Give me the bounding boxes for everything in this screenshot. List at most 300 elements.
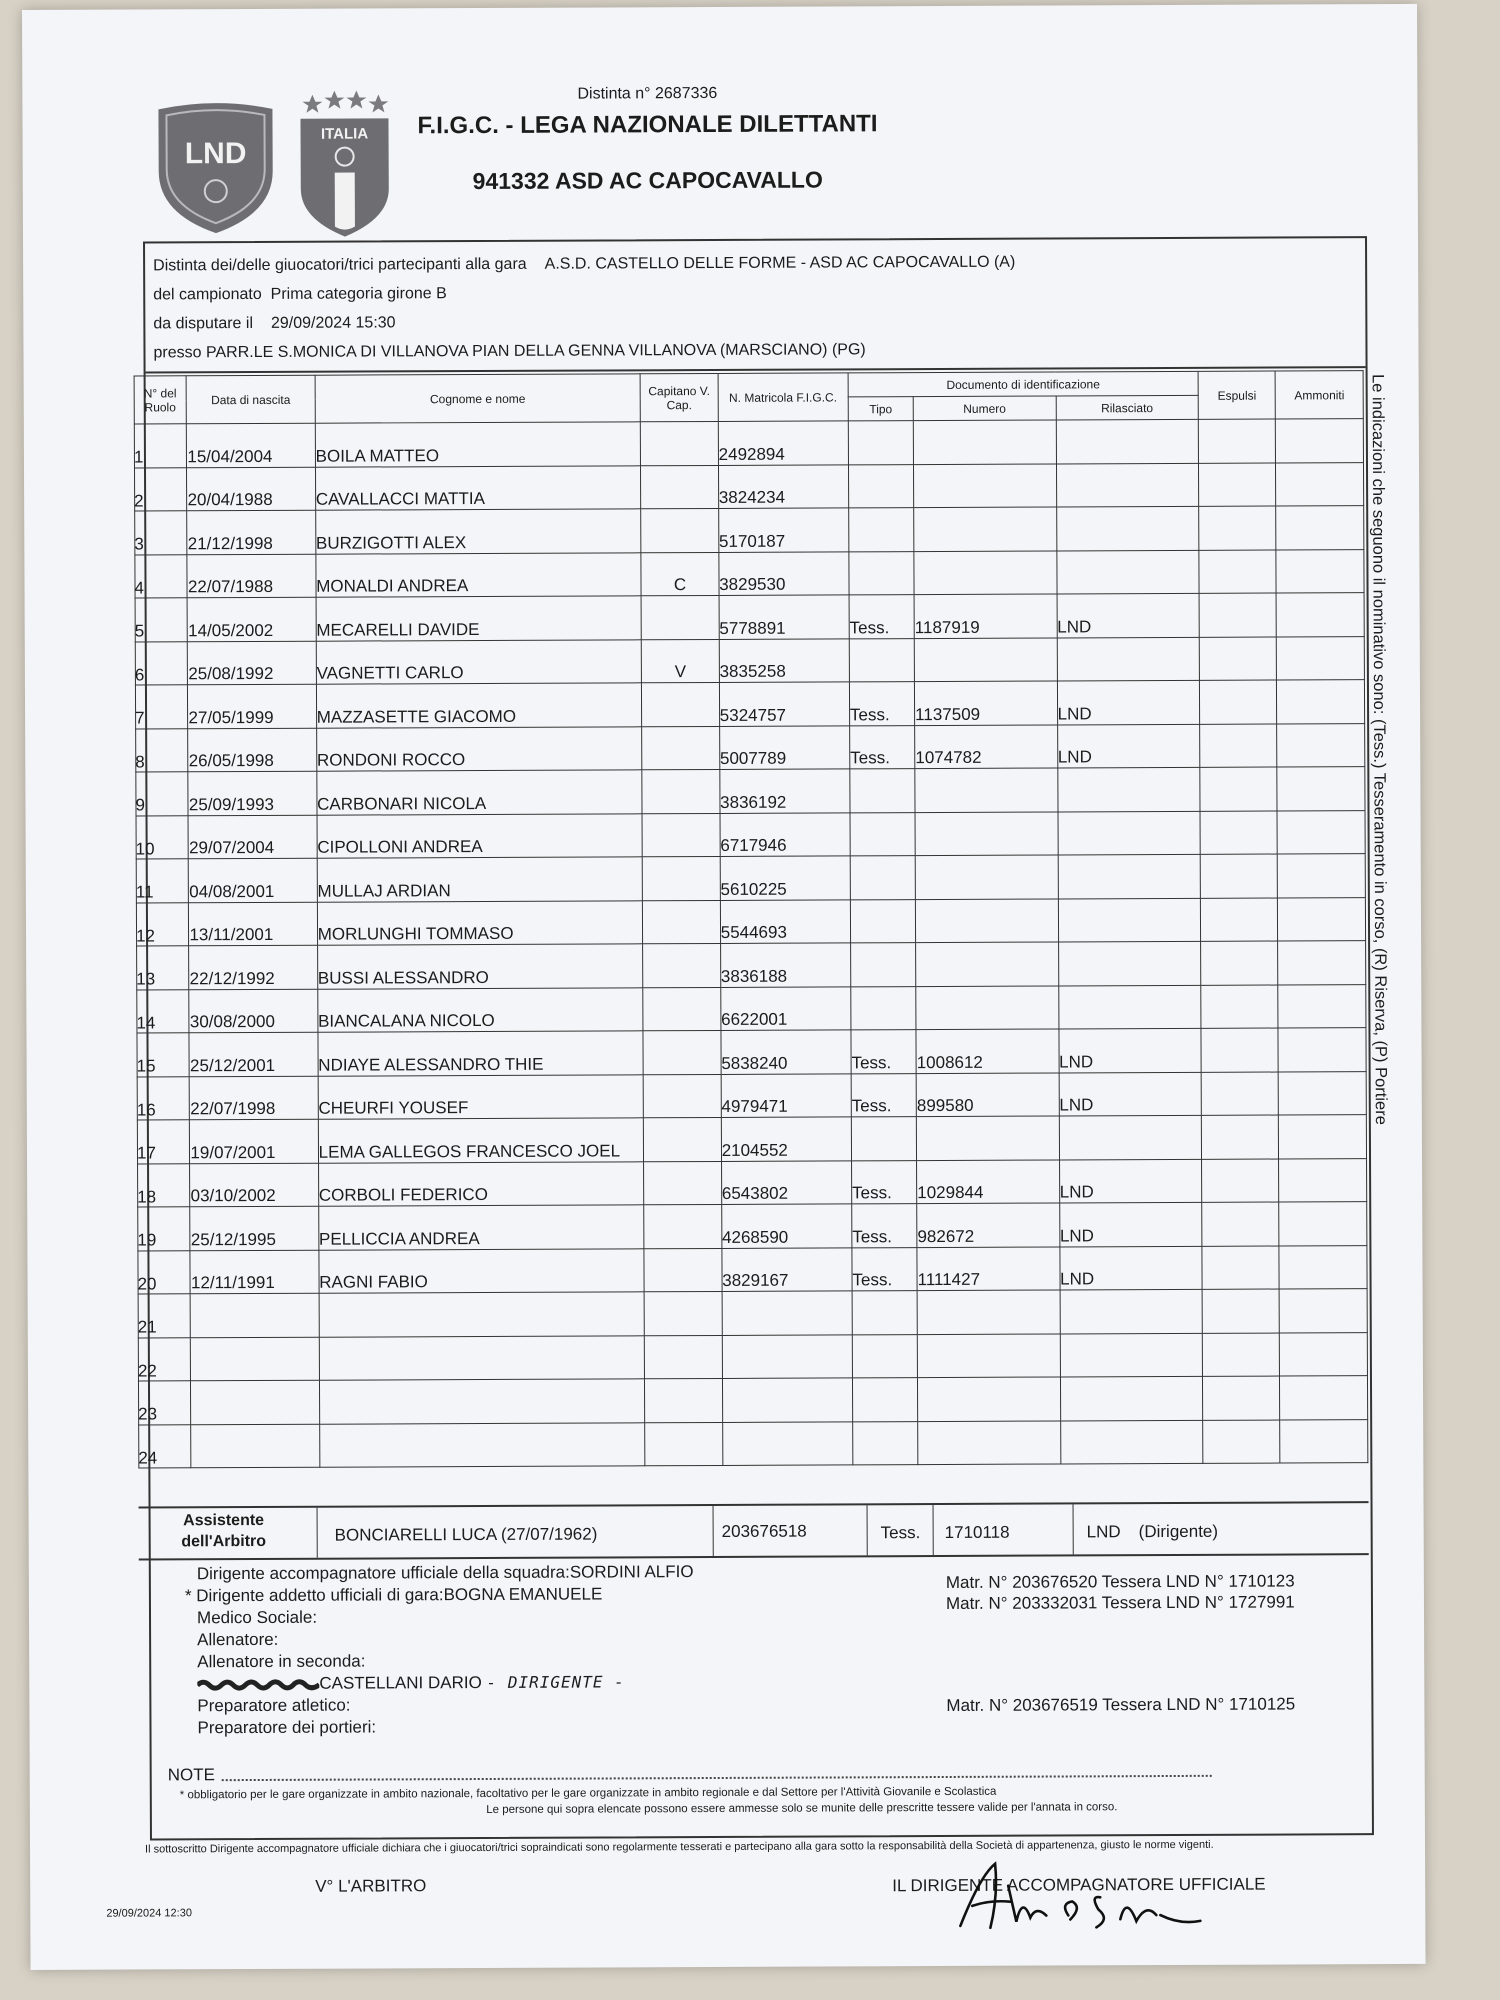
doc-tipo xyxy=(849,551,914,595)
doc-numero: 1111427 xyxy=(917,1246,1060,1290)
captain-mark xyxy=(642,813,720,857)
birth-date: 15/04/2004 xyxy=(187,423,315,467)
captain-mark xyxy=(642,682,720,726)
ammoniti-cell xyxy=(1279,1158,1367,1202)
col-matricola: N. Matricola F.I.G.C. xyxy=(718,373,848,422)
table-row xyxy=(137,1115,1367,1164)
doc-tipo xyxy=(851,986,916,1030)
captain-mark xyxy=(645,1422,723,1466)
scribbled-out-label xyxy=(197,1678,319,1691)
captain-mark xyxy=(643,856,721,900)
ammoniti-cell xyxy=(1280,1419,1368,1463)
birth-date: 19/07/2001 xyxy=(190,1119,318,1163)
table-row xyxy=(134,419,1364,468)
italia-logo-text: ITALIA xyxy=(320,125,369,143)
table-row xyxy=(135,636,1365,685)
ruolo-cell xyxy=(138,1337,191,1381)
doc-tipo xyxy=(848,421,913,465)
captain-mark xyxy=(641,595,719,639)
massaggiatore-name: CASTELLANI DARIO xyxy=(319,1673,482,1693)
ruolo-cell xyxy=(138,1381,191,1425)
ammoniti-cell xyxy=(1279,1071,1367,1115)
matricola xyxy=(722,1334,852,1378)
doc-tipo xyxy=(850,769,915,813)
doc-rilasciato xyxy=(1059,1115,1202,1159)
assistant-matricola: 203676518 xyxy=(721,1521,807,1541)
table-row xyxy=(137,1071,1367,1120)
espulsi-cell xyxy=(1201,1028,1279,1072)
col-nascita: Data di nascita xyxy=(187,375,315,424)
assistant-label-1: Assistente xyxy=(183,1511,265,1530)
matricola: 3829167 xyxy=(722,1247,852,1291)
captain-mark xyxy=(641,465,719,509)
footnote-tessere: Le persone qui sopra elencate possono essere ammesse solo se munite delle prescritte tessere valide per l'annata in corso. xyxy=(486,1801,1118,1816)
player-name xyxy=(319,1379,645,1424)
ruolo-cell xyxy=(135,598,188,642)
player-name xyxy=(319,1422,645,1467)
ammoniti-cell xyxy=(1279,1202,1367,1246)
matricola: 3824234 xyxy=(718,464,848,508)
doc-rilasciato: LND xyxy=(1057,724,1200,768)
doc-tipo: Tess. xyxy=(849,595,914,639)
birth-date: 22/12/1992 xyxy=(189,945,317,989)
matricola xyxy=(722,1291,852,1335)
matr-3: Matr. N° 203676519 Tessera LND N° 1710125 xyxy=(946,1694,1296,1715)
ammoniti-cell xyxy=(1276,549,1364,593)
matricola: 2104552 xyxy=(721,1117,851,1161)
doc-rilasciato xyxy=(1060,1376,1203,1420)
table-row xyxy=(138,1419,1368,1468)
dirigente-add-label: * Dirigente addetto ufficiali di gara: xyxy=(184,1585,444,1606)
ammoniti-cell xyxy=(1278,897,1366,941)
player-name: MECARELLI DAVIDE xyxy=(316,596,642,641)
ruolo-cell xyxy=(136,815,189,859)
ruolo-cell xyxy=(134,554,187,598)
matr-2: Matr. N° 203332031 Tessera LND N° 1727991 xyxy=(945,1592,1295,1613)
doc-numero xyxy=(914,550,1057,594)
doc-rilasciato xyxy=(1057,767,1200,811)
doc-tipo xyxy=(849,638,914,682)
captain-mark xyxy=(642,769,720,813)
doc-rilasciato: LND xyxy=(1059,1202,1202,1246)
captain-mark xyxy=(644,1291,722,1335)
ruolo-cell xyxy=(134,467,187,511)
table-row xyxy=(138,1376,1368,1425)
doc-rilasciato: LND xyxy=(1059,1159,1202,1203)
captain-mark xyxy=(641,508,719,552)
player-name: CORBOLI FEDERICO xyxy=(318,1161,644,1206)
espulsi-cell xyxy=(1200,767,1278,811)
table-row xyxy=(136,941,1366,990)
doc-rilasciato xyxy=(1056,550,1199,594)
ammoniti-cell xyxy=(1279,1245,1367,1289)
staff-matricole xyxy=(946,1570,1295,1614)
doc-tipo xyxy=(851,1117,916,1161)
ruolo-cell xyxy=(136,902,189,946)
birth-date: 14/05/2002 xyxy=(187,597,315,641)
footnote-obbligatorio: * obbligatorio per le gare organizzate in ambito nazionale, facoltativo per le gare organizzate in ambito regionale e dal Settore per l'Attività Giovanile e Scolastica xyxy=(179,1785,997,1802)
birth-date: 25/09/1993 xyxy=(188,771,316,815)
captain-mark xyxy=(643,1074,721,1118)
ruolo-cell xyxy=(135,772,188,816)
ammoniti-cell xyxy=(1280,1332,1368,1376)
dirigente-label: IL DIRIGENTE ACCOMPAGNATORE UFFICIALE xyxy=(892,1874,1266,1896)
note-label: NOTE xyxy=(167,1765,215,1785)
doc-numero xyxy=(915,855,1058,899)
player-name: CHEURFI YOUSEF xyxy=(318,1074,644,1119)
birth-date: 13/11/2001 xyxy=(189,902,317,946)
date-label: da disputare il xyxy=(153,314,254,333)
player-name: NDIAYE ALESSANDRO THIE xyxy=(318,1031,644,1076)
allenatore-seconda-label: Allenatore in seconda: xyxy=(197,1651,366,1672)
assistant-label xyxy=(159,1510,289,1553)
birth-date: 29/07/2004 xyxy=(188,815,316,859)
assistant-referee-row xyxy=(139,1501,1369,1560)
doc-rilasciato xyxy=(1060,1420,1203,1464)
ammoniti-cell xyxy=(1278,1028,1366,1072)
dirigente-acc-label: Dirigente accompagnatore ufficiale della squadra: xyxy=(196,1562,570,1584)
espulsi-cell xyxy=(1199,680,1277,724)
preparatore-label: Preparatore atletico: xyxy=(197,1695,351,1716)
espulsi-cell xyxy=(1199,463,1277,507)
ammoniti-cell xyxy=(1277,636,1365,680)
birth-date: 25/12/1995 xyxy=(190,1206,318,1250)
doc-rilasciato xyxy=(1058,941,1201,985)
captain-mark xyxy=(642,726,720,770)
table-row xyxy=(134,549,1364,598)
team-title: 941332 ASD AC CAPOCAVALLO xyxy=(472,166,823,195)
assistant-tipo: Tess. xyxy=(880,1523,921,1543)
player-name: MULLAJ ARDIAN xyxy=(317,857,643,902)
col-ruolo: N° del Ruolo xyxy=(134,376,187,424)
doc-numero: 1187919 xyxy=(914,594,1057,638)
table-row xyxy=(137,1202,1367,1251)
ammoniti-cell xyxy=(1279,1289,1367,1333)
doc-rilasciato xyxy=(1058,854,1201,898)
doc-tipo xyxy=(853,1421,918,1465)
doc-numero xyxy=(914,463,1057,507)
doc-numero xyxy=(917,1333,1060,1377)
player-name: BOILA MATTEO xyxy=(315,422,641,467)
doc-rilasciato: LND xyxy=(1057,593,1200,637)
espulsi-cell xyxy=(1201,1072,1279,1116)
doc-tipo xyxy=(852,1334,917,1378)
matricola: 6717946 xyxy=(720,812,850,856)
col-capitano: Capitano V. Cap. xyxy=(640,373,718,421)
espulsi-cell xyxy=(1202,1202,1280,1246)
captain-mark xyxy=(644,1248,722,1292)
birth-date xyxy=(191,1424,319,1468)
ruolo-cell xyxy=(138,1424,191,1468)
doc-numero: 1137509 xyxy=(915,681,1058,725)
matricola: 5544693 xyxy=(720,899,850,943)
assistant-rilasciato: LND xyxy=(1086,1522,1121,1542)
captain-mark xyxy=(645,1378,723,1422)
table-row xyxy=(135,767,1365,816)
disclaimer: Il sottoscritto Dirigente accompagnatore ufficiale dichiara che i giuocatori/trici sopraindicati sono regolarmente tesserati e partecipano alla gara sotto la responsabilità della Società di appartenenza, giusto le norme vigenti. xyxy=(145,1838,1214,1856)
doc-numero: 982672 xyxy=(917,1203,1060,1247)
captain-mark xyxy=(643,1030,721,1074)
player-name: MONALDI ANDREA xyxy=(316,552,642,597)
matricola: 4979471 xyxy=(721,1073,851,1117)
birth-date: 12/11/1991 xyxy=(190,1250,318,1294)
doc-rilasciato xyxy=(1056,506,1199,550)
championship-value: Prima categoria girone B xyxy=(270,285,447,303)
assistant-label-2: dell'Arbitro xyxy=(181,1532,267,1551)
doc-rilasciato xyxy=(1057,637,1200,681)
matricola: 5324757 xyxy=(719,682,849,726)
espulsi-cell xyxy=(1202,1246,1280,1290)
espulsi-cell xyxy=(1203,1420,1281,1464)
matricola: 6622001 xyxy=(720,986,850,1030)
doc-numero xyxy=(915,898,1058,942)
birth-date: 22/07/1988 xyxy=(187,554,315,598)
distinta-number: Distinta n° 2687336 xyxy=(577,84,718,103)
doc-numero: 1074782 xyxy=(915,724,1058,768)
ruolo-cell xyxy=(135,685,188,729)
espulsi-cell xyxy=(1201,1115,1279,1159)
player-name: RAGNI FABIO xyxy=(319,1248,645,1293)
birth-date xyxy=(191,1293,319,1337)
doc-numero xyxy=(915,811,1058,855)
doc-tipo xyxy=(850,899,915,943)
espulsi-cell xyxy=(1200,811,1278,855)
ammoniti-cell xyxy=(1280,1376,1368,1420)
espulsi-cell xyxy=(1200,854,1278,898)
doc-tipo: Tess. xyxy=(851,1073,916,1117)
matr-1: Matr. N° 203676520 Tessera LND N° 1710123 xyxy=(945,1571,1295,1592)
espulsi-cell xyxy=(1198,419,1276,463)
table-row xyxy=(136,1028,1366,1077)
ruolo-cell xyxy=(136,946,189,990)
doc-rilasciato xyxy=(1058,985,1201,1029)
table-row xyxy=(137,1158,1367,1207)
espulsi-cell xyxy=(1200,724,1278,768)
player-name: CIPOLLONI ANDREA xyxy=(317,813,643,858)
matricola: 5778891 xyxy=(719,595,849,639)
player-name: BURZIGOTTI ALEX xyxy=(315,509,641,554)
doc-rilasciato xyxy=(1060,1333,1203,1377)
federation-title: F.I.G.C. - LEGA NAZIONALE DILETTANTI xyxy=(417,110,878,140)
espulsi-cell xyxy=(1200,898,1278,942)
doc-rilasciato: LND xyxy=(1059,1072,1202,1116)
doc-numero xyxy=(913,420,1056,464)
ammoniti-cell xyxy=(1276,462,1364,506)
staff-list xyxy=(171,1561,694,1739)
date-value: 29/09/2024 15:30 xyxy=(270,314,396,332)
doc-tipo xyxy=(852,1291,917,1335)
ruolo-cell xyxy=(134,511,187,555)
col-documento: Documento di identificazione xyxy=(848,371,1198,397)
ammoniti-cell xyxy=(1277,767,1365,811)
col-nome: Cognome e nome xyxy=(315,374,641,423)
ammoniti-cell xyxy=(1277,680,1365,724)
captain-mark: V xyxy=(642,639,720,683)
ruolo-cell xyxy=(137,1076,190,1120)
doc-rilasciato xyxy=(1056,419,1199,463)
birth-date: 22/07/1998 xyxy=(190,1076,318,1120)
col-espulsi: Espulsi xyxy=(1198,371,1276,419)
espulsi-cell xyxy=(1201,985,1279,1029)
matricola: 5007789 xyxy=(719,725,849,769)
table-row xyxy=(138,1332,1368,1381)
espulsi-cell xyxy=(1202,1333,1280,1377)
lnd-logo-text: LND xyxy=(184,137,247,171)
player-name xyxy=(319,1292,645,1337)
birth-date: 21/12/1998 xyxy=(187,510,315,554)
ammoniti-cell xyxy=(1277,810,1365,854)
captain-mark xyxy=(643,900,721,944)
doc-numero xyxy=(914,637,1057,681)
ruolo-cell xyxy=(137,1163,190,1207)
ammoniti-cell xyxy=(1278,941,1366,985)
doc-tipo: Tess. xyxy=(851,1030,916,1074)
ruolo-cell xyxy=(136,1033,189,1077)
player-name: CAVALLACCI MATTIA xyxy=(315,465,641,510)
doc-tipo xyxy=(849,508,914,552)
match-teams: A.S.D. CASTELLO DELLE FORME - ASD AC CAPOCAVALLO (A) xyxy=(544,253,1016,273)
assistant-numero: 1710118 xyxy=(944,1522,1010,1542)
birth-date xyxy=(191,1337,319,1381)
doc-tipo xyxy=(850,812,915,856)
espulsi-cell xyxy=(1199,550,1277,594)
figc-italia-logo xyxy=(294,88,395,238)
ammoniti-cell xyxy=(1276,593,1364,637)
captain-mark xyxy=(641,421,719,465)
player-name: MORLUNGHI TOMMASO xyxy=(317,900,643,945)
captain-mark xyxy=(643,987,721,1031)
dirigente-acc-name: SORDINI ALFIO xyxy=(569,1562,694,1582)
doc-numero xyxy=(916,985,1059,1029)
table-row xyxy=(135,593,1365,642)
doc-numero xyxy=(917,1290,1060,1334)
ruolo-cell xyxy=(137,1207,190,1251)
matricola xyxy=(722,1421,852,1465)
doc-tipo: Tess. xyxy=(852,1247,917,1291)
ruolo-cell xyxy=(137,1120,190,1164)
espulsi-cell xyxy=(1199,637,1277,681)
ruolo-cell xyxy=(136,859,189,903)
ammoniti-cell xyxy=(1276,419,1364,463)
doc-rilasciato xyxy=(1058,811,1201,855)
ruolo-cell xyxy=(138,1294,191,1338)
espulsi-cell xyxy=(1199,593,1277,637)
birth-date: 27/05/1999 xyxy=(188,684,316,728)
doc-rilasciato: LND xyxy=(1057,680,1200,724)
ruolo-cell xyxy=(135,641,188,685)
doc-tipo xyxy=(851,943,916,987)
venue: presso PARR.LE S.MONICA DI VILLANOVA PIAN DELLA GENNA VILLANOVA (MARSCIANO) (PG) xyxy=(153,341,866,362)
table-row xyxy=(136,984,1366,1033)
matricola: 4268590 xyxy=(721,1204,851,1248)
match-info xyxy=(153,248,1016,368)
doc-tipo: Tess. xyxy=(852,1204,917,1248)
matricola: 5838240 xyxy=(721,1030,851,1074)
col-numero: Numero xyxy=(913,396,1056,421)
handwritten-dirigente: - DIRIGENTE - xyxy=(486,1672,625,1692)
ruolo-cell xyxy=(134,424,187,468)
handwritten-signature xyxy=(950,1855,1210,1946)
table-row xyxy=(135,723,1365,772)
assistant-role: (Dirigente) xyxy=(1138,1521,1219,1542)
table-row xyxy=(134,506,1364,555)
ammoniti-cell xyxy=(1279,1115,1367,1159)
ruolo-cell xyxy=(137,1250,190,1294)
table-row xyxy=(136,897,1366,946)
ammoniti-cell xyxy=(1277,723,1365,767)
championship-label: del campionato xyxy=(153,285,262,304)
allenatore-label: Allenatore: xyxy=(197,1629,279,1650)
birth-date: 20/04/1988 xyxy=(187,467,315,511)
birth-date: 25/12/2001 xyxy=(189,1032,317,1076)
note-line xyxy=(222,1775,1212,1781)
dirigente-add-name: BOGNA EMANUELE xyxy=(443,1584,603,1605)
table-row xyxy=(134,462,1364,511)
birth-date xyxy=(191,1380,319,1424)
table-row xyxy=(136,810,1366,859)
matricola: 3829530 xyxy=(719,551,849,595)
espulsi-cell xyxy=(1199,506,1277,550)
referee-label: V° L'ARBITRO xyxy=(315,1876,427,1896)
player-name: BIANCALANA NICOLO xyxy=(317,987,643,1032)
matricola: 3836192 xyxy=(720,769,850,813)
matricola: 5170187 xyxy=(718,508,848,552)
birth-date: 26/05/1998 xyxy=(188,728,316,772)
doc-numero xyxy=(916,942,1059,986)
doc-numero: 899580 xyxy=(916,1072,1059,1116)
birth-date: 03/10/2002 xyxy=(190,1163,318,1207)
col-ammoniti: Ammoniti xyxy=(1275,371,1363,419)
captain-mark xyxy=(645,1335,723,1379)
match-roster-sheet xyxy=(22,4,1426,1970)
table-row xyxy=(136,854,1366,903)
col-tipo: Tipo xyxy=(848,397,913,421)
espulsi-cell xyxy=(1201,941,1279,985)
player-name: PELLICCIA ANDREA xyxy=(318,1205,644,1250)
medico-label: Medico Sociale: xyxy=(196,1607,318,1628)
table-row xyxy=(137,1245,1367,1294)
player-name: MAZZASETTE GIACOMO xyxy=(316,683,642,728)
doc-rilasciato: LND xyxy=(1059,1246,1202,1290)
ruolo-cell xyxy=(136,989,189,1033)
doc-rilasciato xyxy=(1058,898,1201,942)
doc-numero: 1008612 xyxy=(916,1029,1059,1073)
matricola: 5610225 xyxy=(720,856,850,900)
birth-date: 30/08/2000 xyxy=(189,989,317,1033)
doc-rilasciato xyxy=(1056,463,1199,507)
ammoniti-cell xyxy=(1278,984,1366,1028)
doc-numero xyxy=(918,1377,1061,1421)
matricola: 2492894 xyxy=(718,421,848,465)
espulsi-cell xyxy=(1202,1159,1280,1203)
doc-tipo xyxy=(852,1378,917,1422)
captain-mark: C xyxy=(641,552,719,596)
match-label: Distinta dei/delle giuocatori/trici partecipanti alla gara xyxy=(153,255,527,275)
preparatore-portieri-label: Preparatore dei portieri: xyxy=(197,1717,377,1738)
matricola: 6543802 xyxy=(721,1160,851,1204)
doc-numero xyxy=(916,1116,1059,1160)
player-name: VAGNETTI CARLO xyxy=(316,639,642,684)
doc-tipo: Tess. xyxy=(851,1160,916,1204)
ruolo-cell xyxy=(135,728,188,772)
ammoniti-cell xyxy=(1278,854,1366,898)
doc-tipo xyxy=(850,856,915,900)
captain-mark xyxy=(644,1117,722,1161)
espulsi-cell xyxy=(1203,1376,1281,1420)
matricola xyxy=(722,1378,852,1422)
captain-mark xyxy=(643,943,721,987)
doc-tipo xyxy=(848,464,913,508)
